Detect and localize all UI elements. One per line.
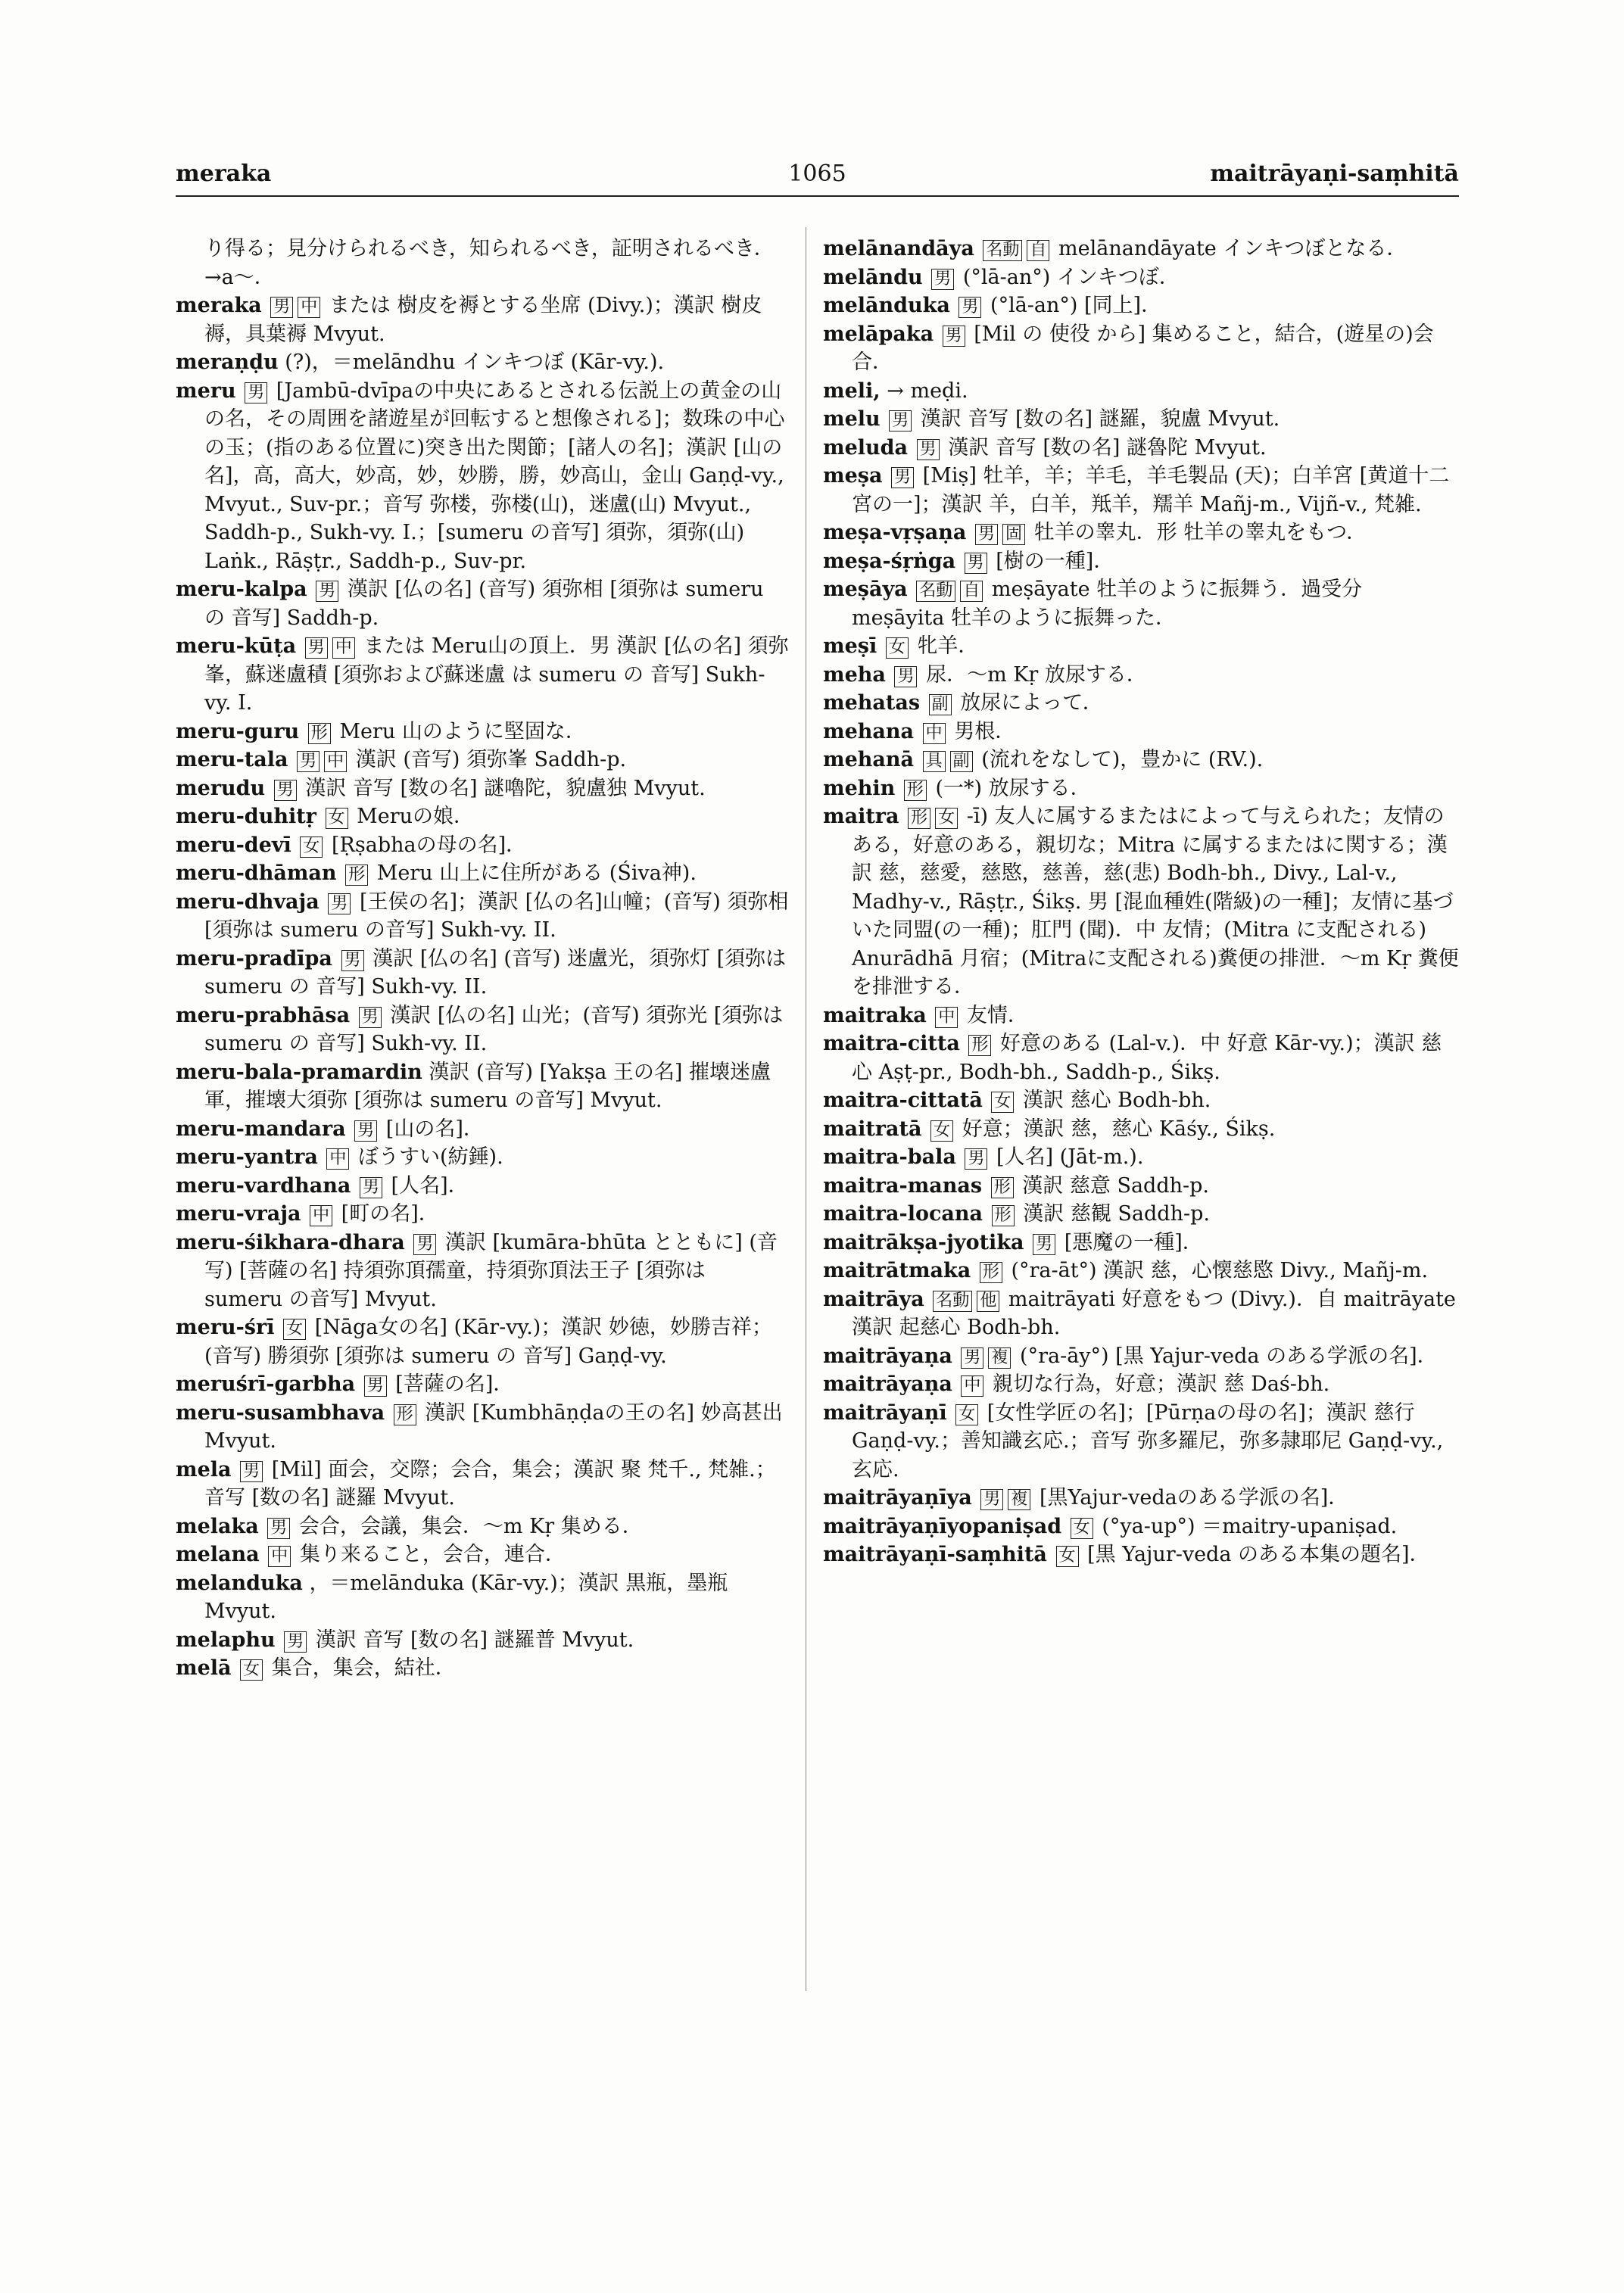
entry-headword: meru-pradīpa <box>176 946 332 970</box>
entry-definition: ぼうすい(紡錘). <box>351 1145 503 1169</box>
grammar-tag: 形 <box>394 1404 416 1425</box>
grammar-tag: 形 <box>980 1262 1002 1283</box>
entry-definition: 親切な行為，好意；漢訳 慈 Daś-bh. <box>986 1372 1330 1396</box>
grammar-tag: 男 <box>980 1489 1003 1510</box>
grammar-tag: 女 <box>935 808 958 829</box>
dictionary-entry <box>823 1200 1459 1229</box>
entry-definition: ，＝melānduka (Kār-vy.)；漢訳 黒瓶，墨瓶 Mvyut. <box>204 1571 728 1623</box>
dictionary-entry <box>176 1143 789 1172</box>
dictionary-entry <box>176 1626 789 1655</box>
dictionary-entry <box>176 1370 789 1399</box>
grammar-tag: 男 <box>1033 1234 1055 1255</box>
entry-definition: [Mil の 使役 から] 集めること，結合，(遊星の)会合． <box>852 322 1434 374</box>
dictionary-entry <box>176 235 789 291</box>
dictionary-entry <box>176 1399 789 1456</box>
entry-definition: 好意のある (Lal-v.)．中 好意 Kār-vy.)；漢訳 慈心 Aṣṭ-pr., Bodh-bh., Saddh-p., Śikṣ. <box>852 1032 1442 1084</box>
grammar-tag: 中 <box>268 1546 291 1567</box>
grammar-tag: 男 <box>274 780 297 801</box>
entry-definition: 尿．～m Kṛ 放尿する． <box>919 662 1147 687</box>
dictionary-entry <box>823 1399 1459 1485</box>
dictionary-entry <box>823 519 1459 547</box>
entry-definition: [菩薩の名]． <box>388 1372 514 1396</box>
entry-definition: 漢訳 [kumāra-bhūta とともに] (音写) [菩薩の名] 持須弥頂孺童，持須弥頂法王子 [須弥は sumeru の音写] Mvyut. <box>204 1230 778 1311</box>
grammar-tag: 男 <box>328 893 351 914</box>
dictionary-entry <box>823 405 1459 434</box>
grammar-tag: 中 <box>961 1375 983 1397</box>
entry-definition: melānandāyate インキつぼとなる． <box>1052 237 1407 260</box>
entry-headword: maitratā <box>823 1117 922 1141</box>
grammar-tag: 男 <box>959 297 981 318</box>
dictionary-entry <box>176 348 789 377</box>
grammar-tag: 名動 <box>933 1291 972 1312</box>
dictionary-entry <box>176 1115 789 1144</box>
running-head-left: meraka <box>176 160 272 187</box>
entry-definition: 男根． <box>947 719 1016 743</box>
entry-headword: merudu <box>176 776 266 800</box>
grammar-tag: 男 <box>965 553 987 574</box>
entry-definition: 漢訳 音写 [数の名] 謎魯陀 Mvyut. <box>941 435 1267 460</box>
grammar-tag: 複 <box>988 1347 1011 1369</box>
dictionary-entry <box>176 291 789 348</box>
dictionary-entry <box>823 320 1459 377</box>
dictionary-entry <box>823 1086 1459 1115</box>
grammar-tag: 女 <box>955 1404 978 1425</box>
entry-headword: meru-śikhara-dhara <box>176 1230 405 1254</box>
entry-definition: [女性学匠の名]；[Pūrṇaの母の名]；漢訳 慈行 Gaṇḍ-vy.；善知識玄応.；音写 弥多羅尼，弥多隷耶尼 Gaṇḍ-vy., 玄応. <box>852 1400 1444 1481</box>
entry-headword: meli, <box>823 379 881 403</box>
dictionary-entry <box>823 1143 1459 1172</box>
grammar-tag: 男 <box>364 1375 387 1397</box>
dictionary-entry <box>176 802 789 831</box>
dictionary-entry <box>823 1285 1459 1342</box>
entry-headword: maitrāyaṇīyopaniṣad <box>823 1514 1062 1538</box>
entry-definition: maitrāyati 好意をもつ (Divy.)．自 maitrāyate 漢訳 起慈心 Bodh-bh. <box>852 1287 1456 1339</box>
entry-definition: 漢訳 [仏の名] (音写) 須弥相 [須弥は sumeru の 音写] Saddh-p. <box>204 578 764 630</box>
dictionary-entry <box>823 774 1459 803</box>
entry-headword: melaka <box>176 1514 259 1538</box>
grammar-tag: 男 <box>917 439 940 460</box>
entry-headword: meṣa <box>823 464 883 488</box>
entry-definition: 漢訳 慈観 Saddh-p. <box>1016 1202 1210 1226</box>
dictionary-entry <box>176 575 789 632</box>
entry-headword: maitra-cittatā <box>823 1089 983 1112</box>
dictionary-entry <box>176 1456 789 1513</box>
dictionary-entry <box>823 1541 1459 1569</box>
entry-headword: meṣa-vṛṣaṇa <box>823 521 967 544</box>
entry-headword: melu <box>823 407 881 431</box>
running-head-right: maitrāyaṇi-saṃhitā <box>1210 160 1459 187</box>
entry-definition: (流れをなして)，豊かに (RV.). <box>974 748 1264 771</box>
dictionary-entry <box>823 1342 1459 1371</box>
grammar-tag: 副 <box>950 751 973 772</box>
dictionary-entry <box>823 575 1459 632</box>
grammar-tag: 形 <box>904 780 927 801</box>
entry-headword: maitrātmaka <box>823 1259 971 1282</box>
entry-headword: meṣī <box>823 634 877 658</box>
grammar-tag: 男 <box>305 637 328 659</box>
entry-definition: (一*) 放尿する． <box>928 776 1091 800</box>
dictionary-entry <box>176 1002 789 1058</box>
entry-definition: Meru 山のように堅固な． <box>332 719 586 743</box>
grammar-tag: 女 <box>300 837 323 858</box>
entry-definition: (°lā-an°) [同上]． <box>983 294 1162 317</box>
entry-headword: maitrāyaṇa <box>823 1344 952 1368</box>
entry-headword: meru-śrī <box>176 1316 275 1339</box>
grammar-tag: 男 <box>245 382 267 403</box>
dictionary-entry <box>823 462 1459 519</box>
dictionary-entry <box>176 1172 789 1201</box>
header-rule <box>176 195 1459 197</box>
entry-headword: maitrāyaṇa <box>823 1372 952 1396</box>
grammar-tag: 女 <box>283 1319 306 1340</box>
grammar-tag: 男 <box>931 269 954 290</box>
right-column <box>823 235 1459 1569</box>
grammar-tag: 女 <box>886 637 909 659</box>
entry-definition: (°lā-an°) インキつぼ． <box>956 265 1180 289</box>
dictionary-entry <box>176 1229 789 1314</box>
dictionary-entry <box>823 632 1459 661</box>
entry-definition: [Jambū-dvīpaの中央にあるとされる伝説上の黄金の山の名，その周囲を諸遊星が回転すると想像される]；数珠の中心の玉；(指のある位置に)突き出た関節；[諸人の名]；漢訳 [山の名]，高，高大，妙高，妙，妙勝，勝，妙高山，金山 Gaṇḍ-vy., Mvyut., Suv-pr.；音写 弥楼，弥楼(山)，迷盧(山) Mvyut., Saddh-p., Sukh-vy. I.；[sumeru の音写] 須弥，須弥(山) Laṅk., Rāṣṭr., Saddh-p., Suv-pr. <box>204 379 785 573</box>
entry-definition: [Mil] 面会，交際；会合，集会；漢訳 聚 梵千., 梵雑.；音写 [数の名] 謎羅 Mvyut. <box>204 1457 776 1509</box>
dictionary-entry <box>823 1257 1459 1285</box>
grammar-tag: 女 <box>326 808 348 829</box>
entry-definition: 漢訳 [仏の名] (音写) 迷盧光，須弥灯 [須弥は sumeru の 音写] Sukh-vy. II. <box>204 946 787 999</box>
dictionary-entry <box>176 1541 789 1569</box>
entry-definition: [Ṛṣabhaの母の名]． <box>325 833 527 857</box>
entry-definition: (?)，＝melāndhu インキつぼ (Kār-vy.). <box>285 350 665 374</box>
grammar-tag: 女 <box>240 1659 263 1681</box>
entry-headword: mehin <box>823 776 896 800</box>
grammar-tag: 男 <box>943 326 965 347</box>
entry-definition: [悪魔の一種]． <box>1058 1230 1203 1254</box>
entry-definition: (°ra-āy°) [黒 Yajur-veda のある学派の名]． <box>1013 1344 1438 1368</box>
grammar-tag: 中 <box>310 1205 332 1226</box>
grammar-tag: 男 <box>267 1518 290 1539</box>
entry-definition: または Meru山の頂上．男 漢訳 [仏の名] 須弥峯，蘇迷盧積 [須弥および蘇迷盧 は sumeru の 音写] Sukh-vy. I. <box>204 634 789 715</box>
entry-definition: 牡羊の睾丸．形 牡羊の睾丸をもつ． <box>1027 521 1367 544</box>
entry-headword: maitrākṣa-jyotika <box>823 1230 1024 1254</box>
grammar-tag: 男 <box>354 1120 377 1142</box>
grammar-tag: 女 <box>1056 1546 1079 1567</box>
entry-headword: meru-kūṭa <box>176 634 297 658</box>
grammar-tag: 男 <box>961 1347 983 1369</box>
grammar-tag: 名動 <box>983 240 1022 261</box>
entry-headword: meru-mandara <box>176 1117 346 1141</box>
entry-headword: meruśrī-garbha <box>176 1372 356 1396</box>
grammar-tag: 中 <box>324 751 347 772</box>
grammar-tag: 女 <box>1071 1518 1093 1539</box>
entry-definition: [山の名]． <box>379 1117 484 1141</box>
dictionary-entry <box>823 434 1459 463</box>
entry-headword: meraṇḍu <box>176 350 279 374</box>
entry-headword: mehana <box>823 719 914 743</box>
entry-definition: 漢訳 音写 [数の名] 謎羅，貌盧 Mvyut. <box>914 407 1280 431</box>
entry-headword: meru-susambhava <box>176 1400 385 1425</box>
grammar-tag: 中 <box>935 1007 958 1028</box>
grammar-tag: 男 <box>359 1007 382 1028</box>
dictionary-entry <box>176 888 789 945</box>
entry-headword: mela <box>176 1457 232 1481</box>
grammar-tag: 形 <box>992 1205 1015 1226</box>
entry-definition: 漢訳 音写 [数の名] 謎羅普 Mvyut. <box>309 1628 634 1652</box>
entry-headword: meru-devī <box>176 833 291 857</box>
grammar-tag: 形 <box>308 723 331 744</box>
dictionary-entry <box>176 746 789 774</box>
dictionary-entry <box>176 945 789 1002</box>
grammar-tag: 名動 <box>916 581 955 602</box>
entry-headword: meru-guru <box>176 719 300 743</box>
entry-definition: 漢訳 音写 [数の名] 謎嚕陀，貌盧独 Mvyut. <box>298 776 706 800</box>
entry-headword: maitra <box>823 805 899 828</box>
entry-definition: meṣāyate 牡羊のように振舞う．過受分 meṣāyita 牡羊のように振舞った． <box>852 578 1363 630</box>
entry-headword: melanduka <box>176 1571 303 1595</box>
entry-definition: 好意；漢訳 慈，慈心 Kāśy., Śikṣ. <box>955 1117 1276 1141</box>
page-header <box>176 160 1459 198</box>
dictionary-entry <box>176 1569 789 1626</box>
grammar-tag: 副 <box>929 694 952 715</box>
dictionary-entry <box>823 661 1459 690</box>
dictionary-entry <box>823 746 1459 774</box>
grammar-tag: 中 <box>923 723 946 744</box>
dictionary-entry <box>176 718 789 746</box>
entry-definition: 漢訳 慈心 Bodh-bh. <box>1016 1089 1211 1112</box>
entry-headword: meru <box>176 379 236 403</box>
grammar-tag: 中 <box>298 297 320 318</box>
dictionary-entry <box>176 1313 789 1370</box>
entry-headword: meha <box>823 662 886 687</box>
page-number: 1065 <box>788 160 846 187</box>
dictionary-entry <box>176 1200 789 1229</box>
grammar-tag: 男 <box>894 666 917 687</box>
grammar-tag: 男 <box>360 1177 382 1198</box>
entry-headword: melā <box>176 1656 232 1680</box>
grammar-tag: 形 <box>968 1035 991 1056</box>
dictionary-entry <box>823 1030 1459 1086</box>
entry-headword: meru-duhitṛ <box>176 805 316 828</box>
grammar-tag: 自 <box>960 581 983 602</box>
dictionary-entry <box>823 1484 1459 1513</box>
entry-headword: meṣāya <box>823 578 908 601</box>
dictionary-entry <box>823 1172 1459 1201</box>
entry-definition: [王侯の名]；漢訳 [仏の名]山幢；(音写) 須弥相 [須弥は sumeru の音写] Sukh-vy. II. <box>204 889 789 942</box>
dictionary-entry <box>823 1229 1459 1257</box>
dictionary-entry <box>823 235 1459 263</box>
dictionary-entry <box>823 547 1459 576</box>
entry-definition: [町の名]． <box>335 1202 439 1226</box>
entry-definition: 漢訳 [仏の名] 山光；(音写) 須弥光 [須弥は sumeru の 音写] Sukh-vy. II. <box>204 1003 784 1055</box>
entry-definition: 牝羊． <box>910 634 979 658</box>
entry-headword: meru-vardhana <box>176 1173 351 1198</box>
dictionary-entry <box>176 1513 789 1541</box>
entry-headword: maitraka <box>823 1003 927 1027</box>
entry-definition: [樹の一種]． <box>989 549 1114 573</box>
entry-headword: meru-vraja <box>176 1202 301 1226</box>
dictionary-entry <box>823 377 1459 406</box>
entry-headword: meluda <box>823 435 909 460</box>
entry-definition: または 樹皮を褥とする坐席 (Divy.)；漢訳 樹皮褥，具葉褥 Mvyut. <box>204 294 762 346</box>
entry-definition: Meruの娘． <box>350 805 475 828</box>
grammar-tag: 男 <box>891 467 914 488</box>
dictionary-entry <box>176 1058 789 1115</box>
dictionary-entry <box>823 1002 1459 1030</box>
entry-definition: Meru 山上に住所がある (Śiva神). <box>370 861 697 885</box>
entry-headword: meraka <box>176 294 262 317</box>
grammar-tag: 男 <box>270 297 293 318</box>
dictionary-entry <box>823 802 1459 1002</box>
entry-definition: 集合，集会，結社． <box>265 1656 456 1680</box>
entry-headword: meṣa-śṛṅga <box>823 549 956 573</box>
grammar-tag: 自 <box>1027 240 1049 261</box>
grammar-tag: 形 <box>908 808 930 829</box>
entry-definition: 友情． <box>960 1003 1028 1027</box>
grammar-tag: 女 <box>930 1120 953 1142</box>
grammar-tag: 男 <box>284 1631 307 1653</box>
entry-definition: 放尿によって． <box>953 691 1103 715</box>
entry-definition: [黒 Yajur-veda のある本集の題名]． <box>1080 1543 1430 1566</box>
grammar-tag: 他 <box>977 1291 999 1312</box>
entry-headword: mehatas <box>823 691 921 715</box>
entry-headword: melānandāya <box>823 237 974 260</box>
entry-headword: meru-tala <box>176 748 288 771</box>
dictionary-entry <box>176 831 789 860</box>
entry-headword: meru-kalpa <box>176 578 307 601</box>
dictionary-entry <box>823 718 1459 746</box>
entry-headword: melāndu <box>823 265 923 289</box>
grammar-tag: 形 <box>345 865 368 886</box>
entry-definition: 漢訳 慈意 Saddh-p. <box>1015 1173 1210 1198</box>
entry-definition: [人名]． <box>384 1173 469 1198</box>
entry-headword: melaphu <box>176 1628 276 1652</box>
entry-headword: mehanā <box>823 748 914 771</box>
dictionary-entry <box>176 859 789 888</box>
entry-headword: meru-yantra <box>176 1145 318 1169</box>
entry-definition: → meḍi. <box>887 379 968 403</box>
entry-headword: melana <box>176 1543 260 1566</box>
grammar-tag: 男 <box>889 410 912 431</box>
entry-definition: 漢訳 (音写) [Yakṣa 王の名] 摧壊迷盧軍，摧壊大須弥 [須弥は sumeru の音写] Mvyut. <box>204 1060 771 1112</box>
entry-headword: meru-dhāman <box>176 861 337 885</box>
grammar-tag: 具 <box>923 751 946 772</box>
entry-headword: maitrāyaṇī-saṃhitā <box>823 1543 1047 1566</box>
entry-headword: meru-prabhāsa <box>176 1003 351 1027</box>
entry-headword: maitra-manas <box>823 1173 983 1198</box>
entry-headword: maitra-locana <box>823 1202 983 1226</box>
dictionary-entry <box>823 1115 1459 1144</box>
dictionary-entry <box>823 689 1459 718</box>
grammar-tag: 男 <box>297 751 320 772</box>
grammar-tag: 男 <box>965 1148 987 1170</box>
dictionary-entry <box>176 377 789 576</box>
entry-definition: [Miṣ] 牡羊，羊；羊毛，羊毛製品 (天)；白羊宮 [黄道十二宮の一]；漢訳 羊，白羊，羝羊，羺羊 Mañj-m., Vijñ-v., 梵雑. <box>852 464 1450 516</box>
grammar-tag: 男 <box>975 524 998 545</box>
dictionary-entry <box>176 774 789 803</box>
entry-definition: (°ra-āt°) 漢訳 慈，心懐慈愍 Divy., Mañj-m. <box>1004 1259 1429 1282</box>
grammar-tag: 中 <box>326 1148 349 1170</box>
dictionary-entry <box>176 1654 789 1683</box>
left-column <box>176 235 789 1683</box>
entry-headword: maitrāyaṇī <box>823 1400 947 1425</box>
dictionary-entry <box>176 632 789 718</box>
entry-headword: maitra-bala <box>823 1145 956 1169</box>
dictionary-entry <box>823 1513 1459 1541</box>
entry-headword: melāpaka <box>823 322 934 346</box>
entry-definition: 会合，会議，集会．～m Kṛ 集める． <box>292 1514 643 1538</box>
entry-headword: maitrāya <box>823 1287 924 1311</box>
entry-definition: [黒Yajur-vedaのある学派の名]． <box>1033 1486 1349 1509</box>
entry-definition: (°ya-up°) ＝maitry-upaniṣad. <box>1095 1514 1398 1538</box>
grammar-tag: 中 <box>332 637 355 659</box>
entry-headword: melānduka <box>823 294 950 317</box>
entry-definition: [Nāga女の名] (Kār-vy.)；漢訳 妙徳，妙勝吉祥；(音写) 勝須弥 [須弥は sumeru の 音写] Gaṇḍ-vy. <box>204 1316 772 1368</box>
entry-definition: [人名] (Jāt-m.). <box>990 1145 1144 1169</box>
entry-definition: り得る；見分けられるべき，知られるべき，証明されるべき．→a～． <box>204 237 775 289</box>
entry-headword: meru-bala-pramardin <box>176 1060 422 1084</box>
dictionary-entry <box>823 291 1459 320</box>
grammar-tag: 複 <box>1008 1489 1030 1510</box>
entry-definition: -ī) 友人に属するまたはによって与えられた；友情のある，好意のある，親切な；Mitra に属するまたはに関する；漢訳 慈，慈愛，慈愍，慈善，慈(悲) Bodh-bh., Divy., Lal-v., Madhy-v., Rāṣṭr., Śikṣ. 男 [混血種姓(階級)の一種]；友情に基づいた同盟(の一種)；肛門 (聞)．中 友情；(Mitra に支配される) Anurādhā 月宿；(Mitraに支配される)糞便の排泄．～m Kṛ 糞便を排泄する． <box>852 805 1459 999</box>
grammar-tag: 男 <box>341 950 364 971</box>
entry-headword: maitrāyaṇīya <box>823 1486 972 1509</box>
grammar-tag: 男 <box>413 1234 436 1255</box>
grammar-tag: 形 <box>991 1177 1014 1198</box>
dictionary-entry <box>823 1370 1459 1399</box>
entry-headword: meru-dhvaja <box>176 889 320 914</box>
entry-definition: 漢訳 [Kumbhāṇḍaの王の名] 妙高甚出 Mvyut. <box>204 1400 783 1453</box>
grammar-tag: 固 <box>1002 524 1025 545</box>
entry-headword: maitra-citta <box>823 1032 960 1055</box>
entry-definition: 集り来ること，会合，連合． <box>293 1543 566 1566</box>
grammar-tag: 男 <box>240 1461 263 1482</box>
dictionary-entry <box>823 263 1459 292</box>
grammar-tag: 男 <box>316 581 338 602</box>
entry-definition: 漢訳 (音写) 須弥峯 Saddh-p. <box>349 748 627 771</box>
grammar-tag: 女 <box>991 1092 1014 1113</box>
